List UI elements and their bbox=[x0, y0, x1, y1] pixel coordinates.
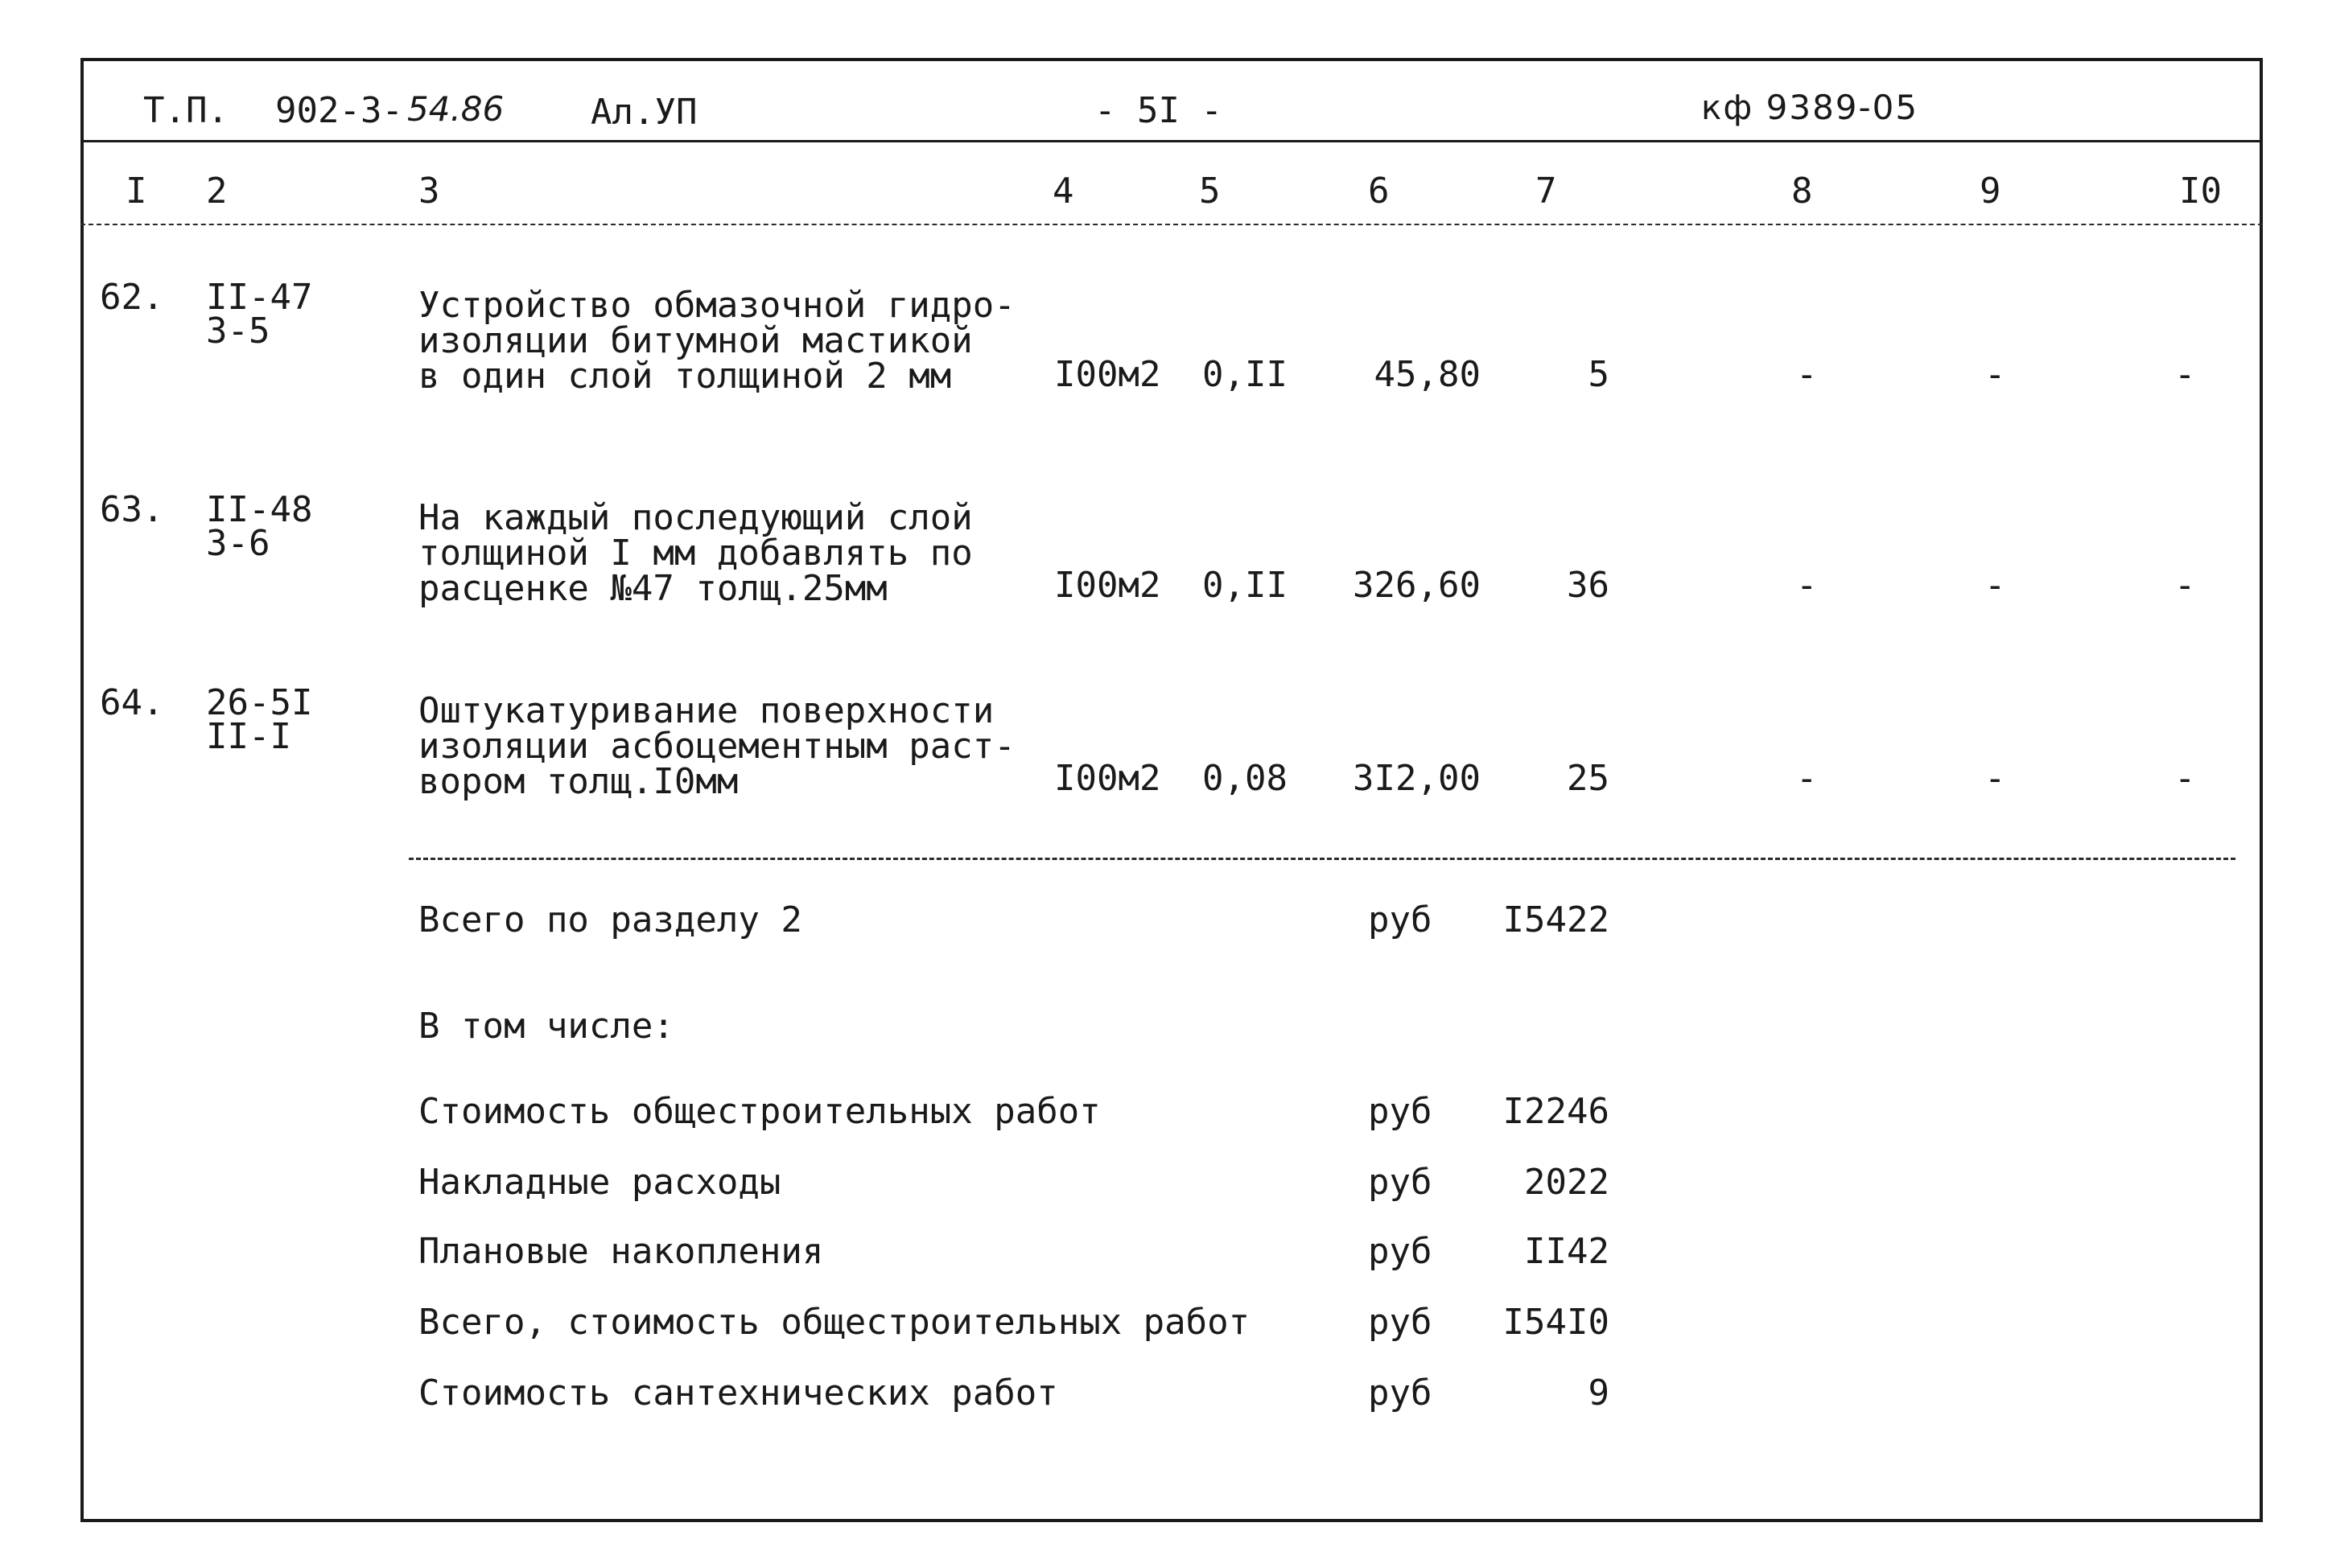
summary-line-1-label: Стоимость общестроительных работ bbox=[418, 1091, 1101, 1132]
header-stamp: кф 9389-05 bbox=[1701, 88, 1919, 127]
summary-line-5-value: 9 bbox=[1588, 1373, 1609, 1414]
row-62-col-8: - bbox=[1796, 354, 1818, 395]
col-header-8: 8 bbox=[1791, 171, 1813, 212]
row-62-col-9: - bbox=[1984, 354, 2006, 395]
row-62-desc-line-2: изоляции битумной мастикой bbox=[418, 320, 973, 361]
row-62-price: 45,80 bbox=[1374, 354, 1481, 395]
col-header-4: 4 bbox=[1053, 171, 1074, 212]
col-header-6: 6 bbox=[1368, 171, 1390, 212]
summary-total-section-value: I5422 bbox=[1502, 899, 1609, 940]
row-63-col-9: - bbox=[1984, 565, 2006, 606]
row-64-desc-line-2: изоляции асбоцементным раст- bbox=[418, 726, 1016, 767]
row-63-desc-line-2: толщиной I мм добавлять по bbox=[418, 533, 973, 574]
row-64-desc-line-3: вором толщ.I0мм bbox=[418, 761, 739, 802]
summary-line-2-unit: руб bbox=[1368, 1162, 1432, 1203]
header-rule bbox=[80, 140, 2263, 142]
row-62-number: 62. bbox=[100, 277, 164, 318]
summary-line-5-label: Стоимость сантехнических работ bbox=[418, 1373, 1058, 1414]
summary-including-label: В том числе: bbox=[418, 1006, 674, 1047]
col-header-1: I bbox=[126, 171, 147, 212]
row-63-col-10: - bbox=[2174, 565, 2196, 606]
summary-line-5-unit: руб bbox=[1368, 1373, 1432, 1414]
summary-line-1-unit: руб bbox=[1368, 1091, 1432, 1132]
summary-total-section-unit: руб bbox=[1368, 899, 1432, 940]
row-62-desc-line-1: Устройство обмазочной гидро- bbox=[418, 285, 1016, 326]
col-header-10: I0 bbox=[2179, 171, 2222, 212]
row-64-col-10: - bbox=[2174, 758, 2196, 799]
row-64-quantity: 0,08 bbox=[1202, 758, 1288, 799]
row-64-code-2: II-I bbox=[206, 716, 291, 757]
row-62-code-1: II-47 bbox=[206, 277, 313, 318]
row-62-unit: I00м2 bbox=[1054, 354, 1161, 395]
col-header-7: 7 bbox=[1535, 171, 1557, 212]
col-header-3: 3 bbox=[418, 171, 440, 212]
header-code-handwritten: 54.86 bbox=[407, 89, 505, 129]
summary-line-2-value: 2022 bbox=[1524, 1162, 1609, 1203]
col-header-5: 5 bbox=[1199, 171, 1221, 212]
summary-line-4-unit: руб bbox=[1368, 1302, 1432, 1343]
summary-line-3-value: II42 bbox=[1524, 1231, 1609, 1272]
header-album: Ал.УП bbox=[591, 92, 698, 133]
summary-line-3-unit: руб bbox=[1368, 1231, 1432, 1272]
row-63-number: 63. bbox=[100, 489, 164, 530]
row-64-unit: I00м2 bbox=[1054, 758, 1161, 799]
row-64-col-9: - bbox=[1984, 758, 2006, 799]
row-64-code-1: 26-5I bbox=[206, 682, 313, 723]
totals-separator bbox=[409, 858, 2235, 860]
header-tp: Т.П. bbox=[143, 90, 229, 131]
summary-total-section-label: Всего по разделу 2 bbox=[418, 899, 802, 940]
summary-line-4-label: Всего, стоимость общестроительных работ bbox=[418, 1302, 1251, 1343]
row-63-col-8: - bbox=[1796, 565, 1818, 606]
row-64-price: 3I2,00 bbox=[1353, 758, 1481, 799]
header-code-printed: 902-3- bbox=[275, 90, 403, 131]
row-62-col-10: - bbox=[2174, 354, 2196, 395]
row-63-quantity: 0,II bbox=[1202, 565, 1288, 606]
row-62-total: 5 bbox=[1588, 354, 1609, 395]
row-63-unit: I00м2 bbox=[1054, 565, 1161, 606]
row-63-desc-line-3: расценке №47 толщ.25мм bbox=[418, 568, 888, 609]
header-page-number: - 5I - bbox=[1094, 90, 1222, 131]
summary-line-3-label: Плановые накопления bbox=[418, 1231, 824, 1272]
row-64-number: 64. bbox=[100, 682, 164, 723]
summary-line-4-value: I54I0 bbox=[1502, 1302, 1609, 1343]
row-64-col-8: - bbox=[1796, 758, 1818, 799]
column-header-rule bbox=[80, 224, 2263, 225]
col-header-2: 2 bbox=[206, 171, 228, 212]
row-63-code-2: 3-6 bbox=[206, 523, 270, 564]
row-64-total: 25 bbox=[1567, 758, 1609, 799]
row-62-desc-line-3: в один слой толщиной 2 мм bbox=[418, 356, 952, 397]
row-62-code-2: 3-5 bbox=[206, 311, 270, 352]
row-63-total: 36 bbox=[1567, 565, 1609, 606]
row-64-desc-line-1: Оштукатуривание поверхности bbox=[418, 690, 995, 731]
row-63-desc-line-1: На каждый последующий слой bbox=[418, 497, 973, 538]
row-63-code-1: II-48 bbox=[206, 489, 313, 530]
row-63-price: 326,60 bbox=[1353, 565, 1481, 606]
summary-line-1-value: I2246 bbox=[1502, 1091, 1609, 1132]
summary-line-2-label: Накладные расходы bbox=[418, 1162, 781, 1203]
row-62-quantity: 0,II bbox=[1202, 354, 1288, 395]
col-header-9: 9 bbox=[1980, 171, 2001, 212]
